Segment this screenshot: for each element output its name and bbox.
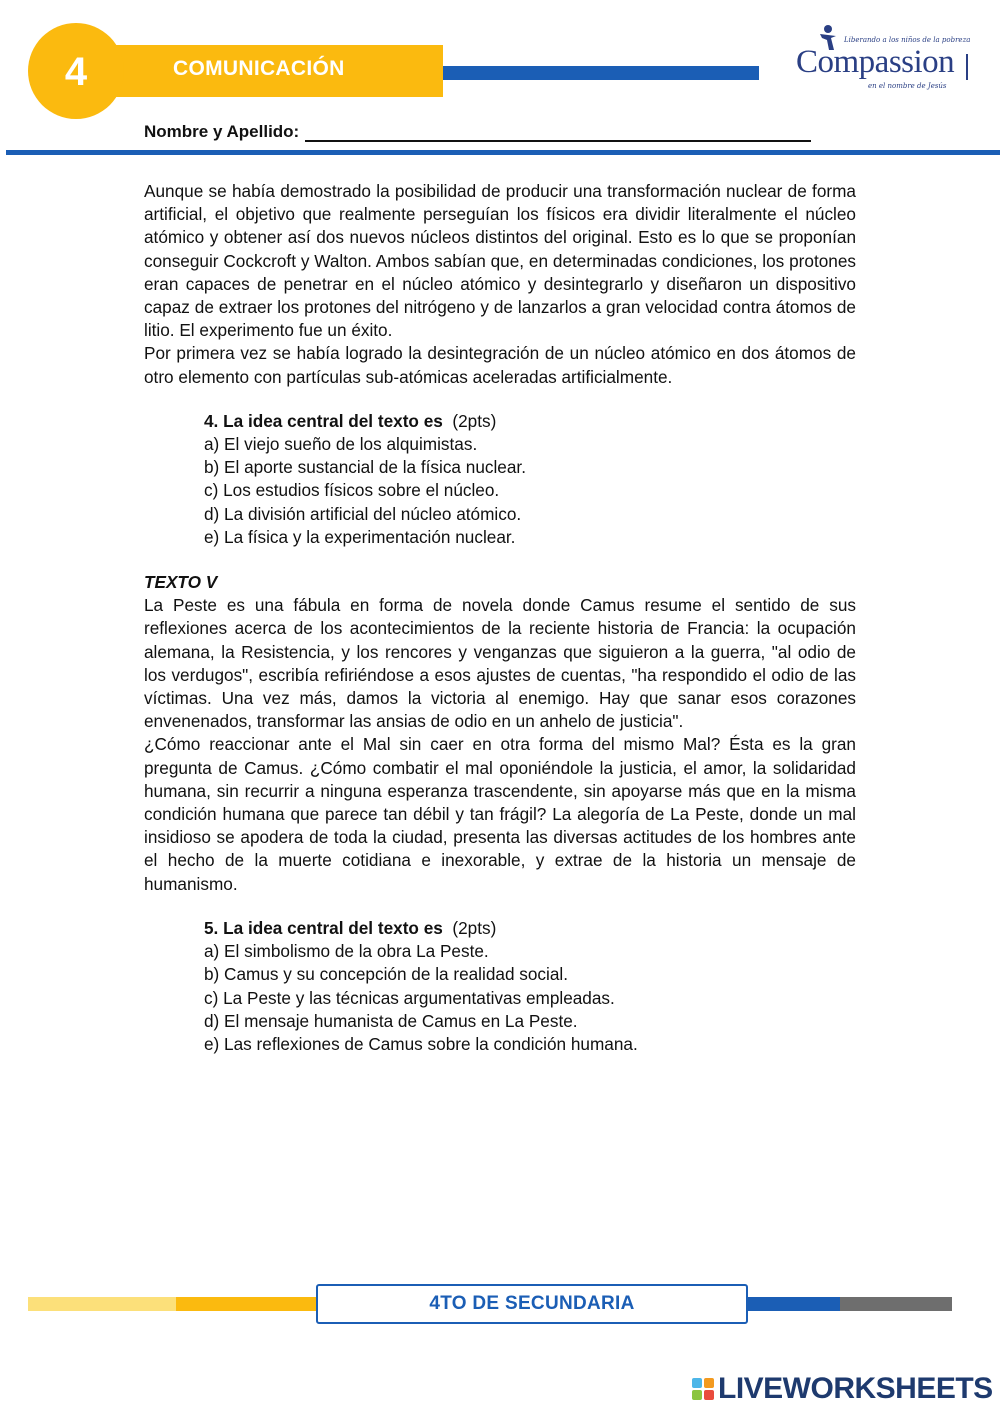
grade-label-box (316, 1284, 748, 1324)
text-v-paragraph-2: ¿Cómo reaccionar ante el Mal sin caer en otra forma del mismo Mal? Ésta es la gran pregunta de Camus. ¿Cómo combatir el mal oponiéndole la justicia, el amor, la solidaridad humana, sin recurrir a ninguna esperanza trascendente, sin apoyarse más que en la misma condición humana que parece tan débil y tan frágil? La alegoría de La Peste, donde un mal insidioso se apodera de toda la ciudad, presenta las diversas actitudes de los hombres ante el hecho de la muerte cotidiana e inexorable, y extrae de la historia un mensaje de humanismo. (144, 734, 856, 894)
liveworksheets-icon (692, 1378, 714, 1400)
name-field-row (144, 122, 811, 142)
question-4-option-b[interactable]: b) El aporte sustancial de la física nuclear. (204, 457, 526, 478)
question-4-option-d[interactable]: d) La división artificial del núcleo atómico. (204, 503, 522, 524)
logo-divider (966, 54, 968, 80)
text-v-title: TEXTO V (144, 572, 218, 593)
question-4 (204, 410, 856, 549)
liveworksheets-brand (692, 1374, 993, 1404)
liveworksheets-wordmark: LIVEWORKSHEETS (718, 1372, 993, 1405)
footer-yellow-bar (176, 1297, 316, 1311)
question-5-option-a[interactable]: a) El simbolismo de la obra La Peste. (204, 941, 489, 962)
footer-blue-bar (748, 1297, 840, 1311)
logo-wordmark: Compassion (796, 44, 955, 80)
question-4-option-e[interactable]: e) La física y la experimentación nuclear. (204, 526, 516, 547)
question-4-title: 4. La idea central del texto es (204, 410, 443, 431)
name-label: Nombre y Apellido: (144, 122, 300, 141)
worksheet-content (144, 180, 856, 1056)
question-5-option-c[interactable]: c) La Peste y las técnicas argumentativas empleadas. (204, 987, 615, 1008)
unit-number-badge (28, 23, 124, 119)
name-input-line[interactable] (305, 122, 811, 142)
text-iv-paragraph-1: Aunque se había demostrado la posibilidad de producir una transformación nuclear de forma artificial, el objetivo que realmente perseguían los físicos era dividir literalmente el núcleo atómico y obtener así dos nuevos núcleos distintos del original. Esto es lo que se proponían conseguir Cockcroft y Walton. Ambos sabían que, en determinadas condiciones, los protones eran capaces de penetrar en el núcleo atómico y desintegrarlo y diseñaron un dispositivo capaz de extraer los protones del nitrógeno y de lanzarlos a gran velocidad contra átomos de litio. El experimento fue un éxito. (144, 181, 856, 341)
footer-gray-bar (840, 1297, 952, 1311)
text-v-paragraph-1: La Peste es una fábula en forma de novela donde Camus resume el sentido de sus reflexiones acerca de los acontecimientos de la reciente historia de Francia: la ocupación alemana, la Resistencia, y los rencores y venganzas que siguieron a la guerra, "al odio de los verdugos", escribía refiriéndose a esos ajustes de cuentas, "ha respondido el odio de las víctimas. Una vez más, damos la victoria al enemigo. Hay que sanar esos corazones envenenados, transformar las ansias de odio en un anhelo de justicia". (144, 595, 856, 732)
question-4-option-c[interactable]: c) Los estudios físicos sobre el núcleo. (204, 480, 500, 501)
text-iv-paragraph-2: Por primera vez se había logrado la desintegración de un núcleo atómico en dos átomos de otro elemento con partículas sub-atómicas aceleradas artificialmente. (144, 343, 856, 387)
unit-number: 4 (64, 49, 88, 94)
logo-subtitle: en el nombre de Jesús (868, 82, 947, 90)
question-4-points: (2pts) (452, 410, 497, 431)
question-5-option-b[interactable]: b) Camus y su concepción de la realidad social. (204, 964, 568, 985)
question-5-title: 5. La idea central del texto es (204, 917, 443, 938)
subject-title: COMUNICACIÓN (173, 57, 345, 80)
header-divider (6, 150, 1000, 155)
question-5-points: (2pts) (452, 917, 497, 938)
question-4-option-a[interactable]: a) El viejo sueño de los alquimistas. (204, 434, 478, 455)
question-4-heading (204, 410, 856, 433)
header-blue-bar (443, 66, 759, 80)
footer-light-yellow-bar (28, 1297, 176, 1311)
compassion-logo (794, 24, 974, 94)
question-5 (204, 917, 856, 1056)
question-5-option-d[interactable]: d) El mensaje humanista de Camus en La Peste. (204, 1010, 578, 1031)
logo-tagline: Liberando a los niños de la pobreza (844, 36, 971, 44)
question-5-option-e[interactable]: e) Las reflexiones de Camus sobre la condición humana. (204, 1033, 638, 1054)
question-5-heading (204, 917, 856, 940)
grade-label: 4TO DE SECUNDARIA (429, 1293, 635, 1314)
